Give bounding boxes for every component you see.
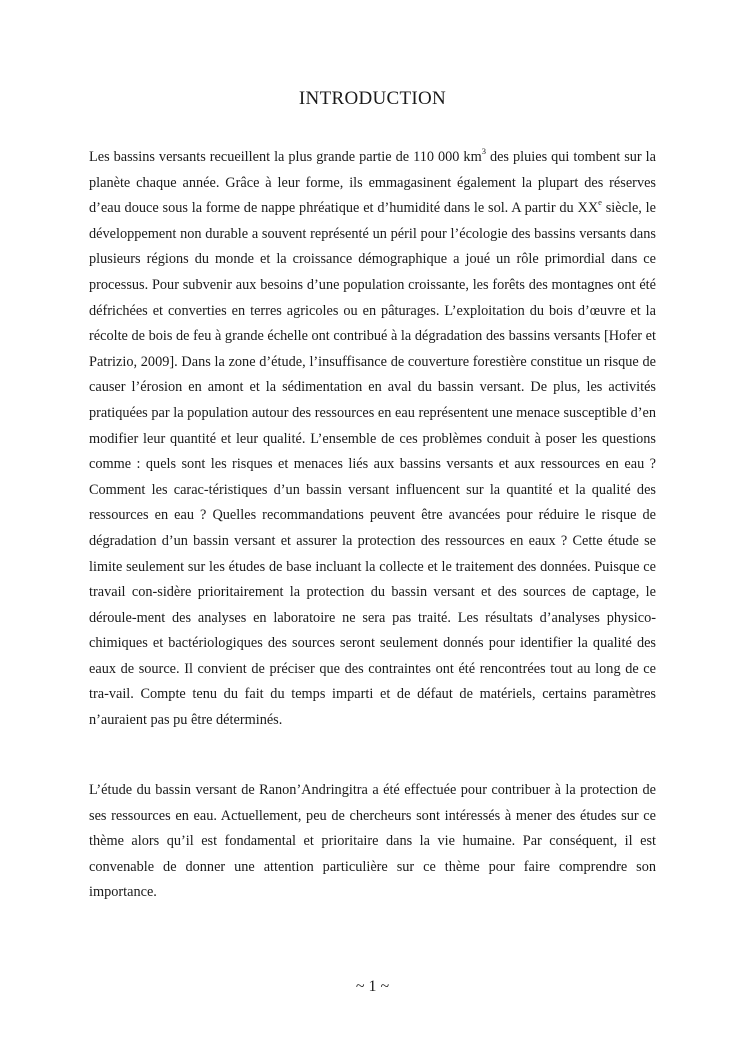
page-number-text: ~ 1 ~ [355,978,390,995]
paragraph-1-text-b: des pluies qui tombent sur la planète chaque année. Grâce à leur forme, ils emmagasinent également la plupart des réserves d’eau douce sous la forme de nappe phréatique et d’humidité dans le sol. A partir du XX [89,149,656,217]
paragraph-1-text-c: siècle, le développement non durable a souvent représenté un péril pour l’écologie des bassins versants dans plusieurs régions du monde et la croissance démographique a joué un rôle primordial dans ce processus. Pour subvenir aux besoins d’une population croissante, les forêts des montagnes ont été défrichées et converties en terres agricoles ou en pâturages. L’exploitation du bois d’œuvre et la récolte de bois de feu à grande échelle ont contribué à la dégradation des bassins versants [Hofer et Patrizio, 2009]. Dans la zone d’étude, l’insuffisance de couverture forestière constitue un risque de causer l’érosion en amont et la sédimentation en aval du bassin versant. De plus, les activités pratiquées par la population autour des ressources en eau représentent une menace susceptible d’en modifier leur quantité et leur qualité. L’ensemble de ces problèmes conduit à poser les questions comme : quels sont les risques et menaces liés aux bassins versants et aux ressources en eau ? Comment les carac-téristiques d’un bassin versant influencent sur la quantité et la qualité des ressources en eau ? Quelles recommandations peuvent être avancées pour réduire le risque de dégradation d’un bassin versant et assurer la protection des ressources en eaux ? Cette étude se limite seulement sur les études de base incluant la collecte et le traitement des données. Puisque ce travail con-sidère prioritairement la protection du bassin versant et des sources de captage, le déroule-ment des analyses en laboratoire ne sera pas traité. Les résultats d’analyses physico-chimiques et bactériologiques des sources seront seulement donnés pour identifier la qualité des eaux de source. Il convient de préciser que des contraintes ont été rencontrées tout au long de ce tra-vail. Compte tenu du fait du temps imparti et de défaut de matériels, certains paramètres n’auraient pas pu être déterminés. [89,200,656,729]
superscript-century: e [598,197,602,208]
paragraph-1 [89,145,656,734]
page-title: INTRODUCTION [298,88,447,109]
paragraph-1-text-a: Les bassins versants recueillent la plus grande partie de 110 000 km [89,149,482,165]
page-number [0,978,745,996]
paragraph-2: L’étude du bassin versant de Ranon’Andringitra a été effectuée pour contribuer à la protection de ses ressources en eau. Actuellement, peu de chercheurs sont intéressés à mener des études sur ce thème alors qu’il est fondamental et prioritaire dans la vie humaine. Par conséquent, il est convenable de donner une attention particulière sur ce thème pour faire comprendre son importance. [89,782,656,901]
superscript-cubed: 3 [481,146,486,157]
